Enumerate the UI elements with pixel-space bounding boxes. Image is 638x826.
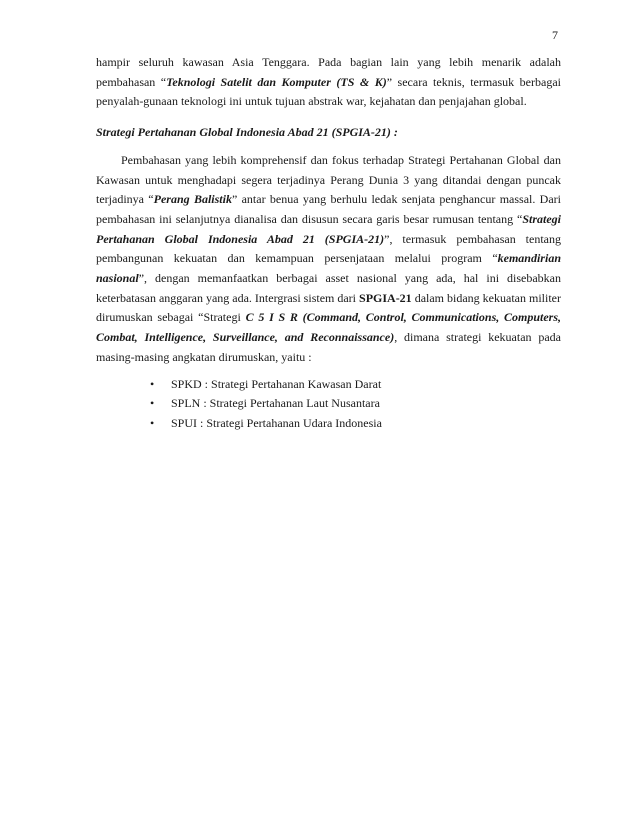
list-item: • SPKD : Strategi Pertahanan Kawasan Darat: [148, 375, 561, 395]
body-emphasis-3: kemandirian nasional: [96, 251, 561, 286]
document-body: [96, 53, 561, 433]
body-text-4: ”, dengan memanfaatkan berbagai asset nasional yang ada, hal ini disebabkan keterbatasan anggaran yang ada. Intergrasi sistem dari: [96, 271, 561, 305]
intro-text-2: ” secara teknis, termasuk berbagai penyalah-gunaan teknologi ini untuk tujuan abstrak war, kejahatan dan penjajahan global.: [96, 74, 561, 109]
body-bold-1: SPGIA-21: [359, 290, 412, 305]
body-text-3: ”, termasuk pembahasan tentang pembangunan kekuatan dan kemampuan persenjataan melalui program “: [96, 231, 561, 266]
intro-paragraph: [96, 53, 561, 112]
body-paragraph: [96, 151, 561, 368]
body-text-2: ” antar benua yang berhulu ledak senjata penghancur massal. Dari pembahasan ini selanjutnya dianalisa dan disusun secara garis besar rumusan tentang “: [96, 192, 561, 226]
bullet-list: [96, 375, 561, 434]
list-item: • SPLN : Strategi Pertahanan Laut Nusantara: [148, 394, 561, 414]
body-text-1: Pembahasan yang lebih komprehensif dan fokus terhadap Strategi Pertahanan Global dan Kawasan untuk menghadapi segera terjadinya Perang Dunia 3 yang ditandai dengan puncak terjadinya “: [96, 152, 561, 207]
body-emphasis-4: C 5 I S R (Command, Control, Communications, Computers, Combat, Intelligence, Surveillance, and Reconnaissance): [96, 310, 561, 345]
body-emphasis-1: Perang Balistik: [153, 192, 232, 207]
body-text-5: dalam bidang kekuatan militer dirumuskan sebagai “Strategi: [96, 290, 561, 325]
intro-emphasis: Teknologi Satelit dan Komputer (TS & K): [166, 74, 387, 89]
section-heading: Strategi Pertahanan Global Indonesia Abad 21 (SPGIA-21) :: [96, 125, 398, 140]
body-emphasis-2: Strategi Pertahanan Global Indonesia Abad 21 (SPGIA-21): [96, 211, 561, 246]
body-text-6: , dimana strategi kekuatan pada masing-masing angkatan dirumuskan, yaitu :: [96, 330, 561, 364]
list-item: • SPUI : Strategi Pertahanan Udara Indonesia: [148, 414, 561, 434]
intro-text-1: hampir seluruh kawasan Asia Tenggara. Pada bagian lain yang lebih menarik adalah pembahasan “: [96, 55, 561, 89]
page-number: 7: [552, 28, 558, 42]
